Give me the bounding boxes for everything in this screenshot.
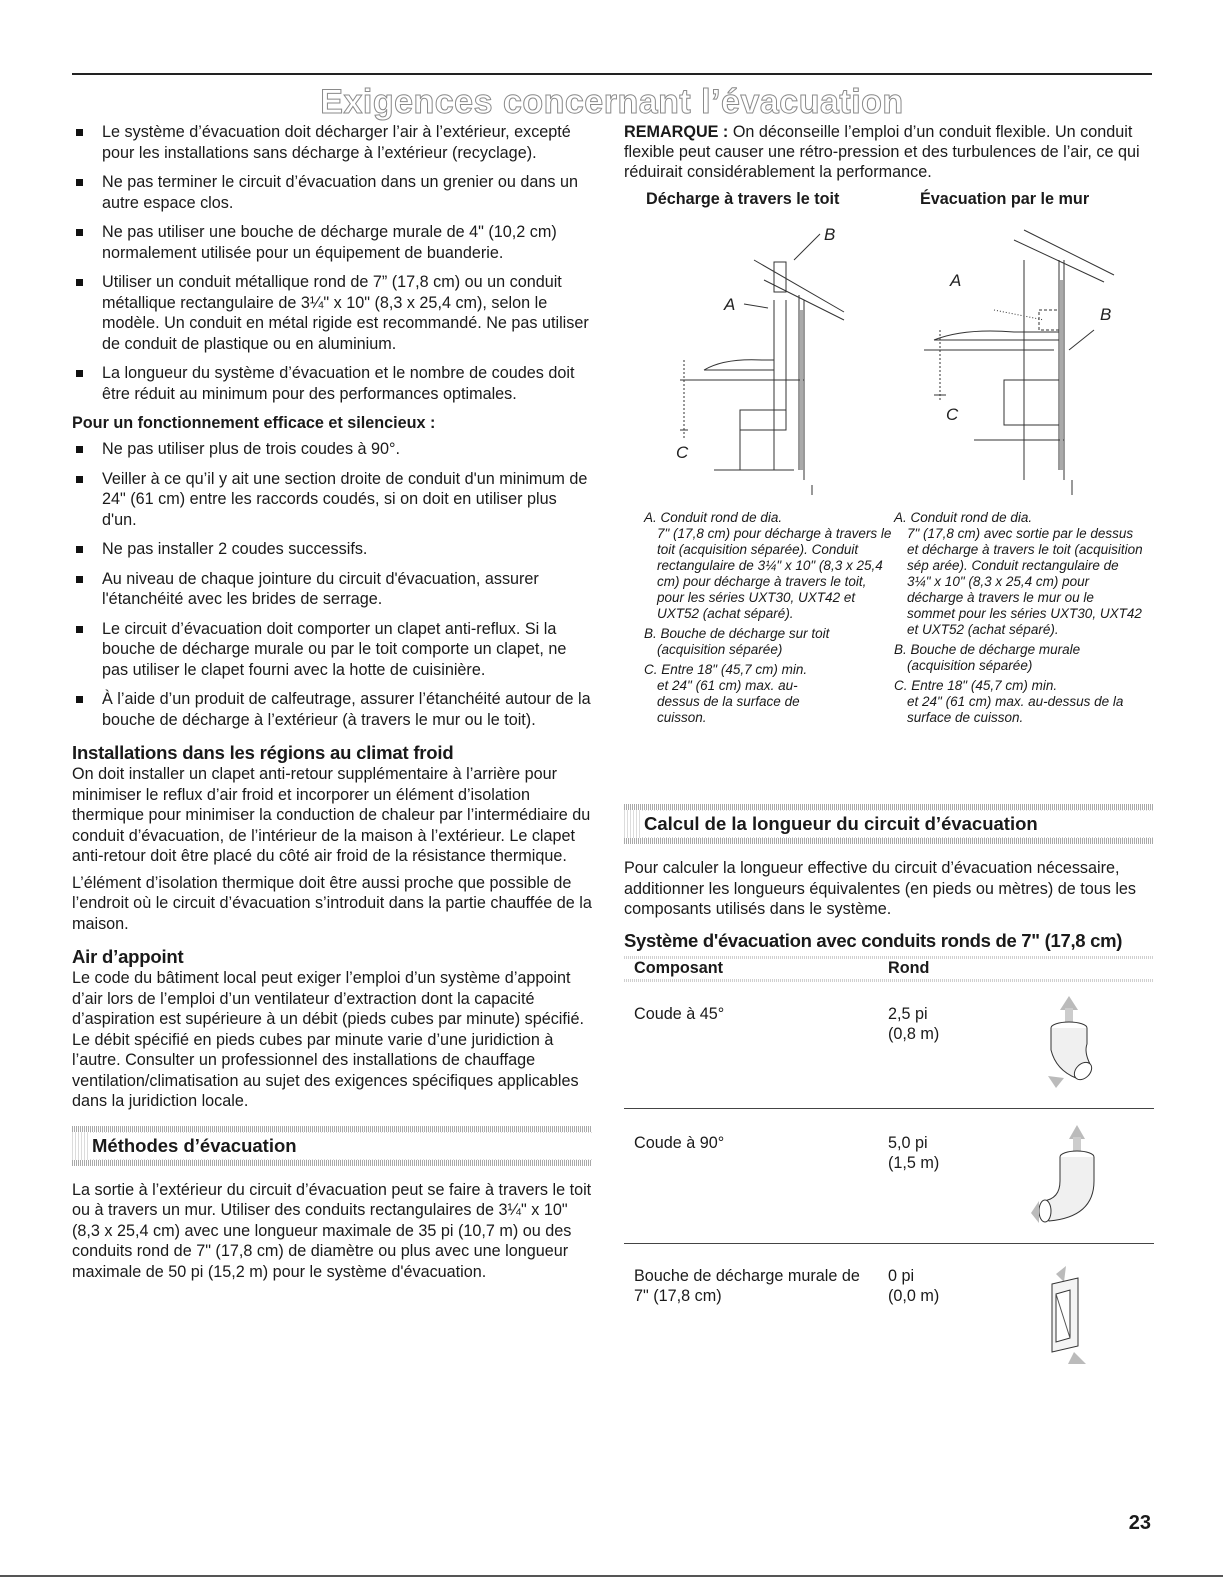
roof-label-a: A [724, 295, 736, 314]
roof-label-c: C [676, 443, 689, 462]
roof-legend-b: B. Bouche de décharge sur toit [644, 626, 830, 641]
list-item: Ne pas utiliser plus de trois coudes à 90°. [72, 439, 592, 460]
page-number: 23 [1128, 1512, 1151, 1534]
bottom-rule [0, 1575, 1223, 1577]
list-item: Le circuit d’évacuation doit comporter un clapet anti-reflux. Si la bouche de décharge murale ou par le toit comporte un clapet, ne pas utiliser le clapet fourni avec la hotte de cuisinière. [72, 619, 592, 681]
list-item: Veiller à ce qu’il y ait une section droite de conduit d'un minimum de 24" (61 cm) entre les raccords coudés, si on doit en utiliser plus d'un. [72, 469, 592, 531]
page-title: Exigences concernant l’évacuation [320, 83, 904, 121]
row-component: Coude à 45° [634, 1004, 725, 1023]
roof-legend-c-detail: et 24" (61 cm) max. au-dessus de la surface de cuisson. [657, 678, 800, 725]
cold-climate-heading: Installations dans les régions au climat froid [72, 742, 454, 763]
elbow-90-icon [1029, 1121, 1109, 1231]
top-rule [72, 73, 1152, 75]
elbow-45-icon [1034, 992, 1104, 1092]
methods-heading-band [72, 1126, 592, 1166]
right-column [624, 122, 1154, 1374]
wall-legend-c: C. Entre 18" (45,7 cm) min. [894, 678, 1058, 693]
left-column [72, 122, 592, 1288]
list-item: Ne pas terminer le circuit d’évacuation dans un grenier ou dans un autre espace clos. [72, 172, 592, 213]
wall-legend-a-detail: 7" (17,8 cm) avec sortie par le dessus et décharge à travers le toit (acquisition sép arée). Conduit rectangulaire de 3¼" x 10" (8,3 x 25,4 cm) pour décharge à travers le mur ou le sommet pour les séries UXT30, UXT42 et UXT52 (achat séparé). [907, 526, 1143, 637]
roof-legend [644, 510, 894, 730]
table-row [624, 1109, 1154, 1244]
remarque-text: On déconseille l’emploi d’un conduit flexible. Un conduit flexible peut causer une rétro-pression et des turbulences de l’air, ce qui réduirait considérablement la performance. [624, 123, 1140, 181]
list-item: Utiliser un conduit métallique rond de 7” (17,8 cm) ou un conduit métallique rectangulaire de 3¼" x 10" (8,3 x 25,4 cm), selon le modèle. Un conduit en métal rigide est recommandé. Ne pas utiliser de conduit de plastique ou en aluminium. [72, 272, 592, 354]
makeup-air-paragraph: Le code du bâtiment local peut exiger l’emploi d’un système d’appoint d’air lors de l’emploi d’un ventilateur d’extraction dont la capacité d’aspiration est supérieure à un débit (pieds cubes par minute) spécifié. Le débit spécifié en pieds cubes par minute varie d’une juridiction à l’autre. Consulter un professionnel des installations de chauffage ventilation/climatisation au sujet des exigences spécifiques applicables dans la juridiction locale. [72, 969, 584, 1110]
calc-heading-band [624, 804, 1154, 844]
wall-legend [894, 510, 1144, 730]
wall-legend-b: B. Bouche de décharge murale [894, 642, 1081, 657]
row-value: 5,0 pi (1,5 m) [888, 1133, 940, 1172]
roof-legend-a-detail: 7" (17,8 cm) pour décharge à travers le toit (acquisition séparée). Conduit rectangulaire de 3¼" x 10" (8,3 x 25,4 cm) pour décharge à travers le toit, pour les séries UXT30, UXT42 et UXT52 (achat séparé). [657, 526, 892, 621]
wall-discharge-diagram [904, 220, 1144, 500]
calc-paragraph: Pour calculer la longueur effective du circuit d’évacuation nécessaire, additionner les longueurs équivalentes (en pieds ou mètres) de tous les composants utilisés dans le système. [624, 859, 1137, 918]
column-header-round: Rond [888, 958, 930, 977]
wall-legend-a: A. Conduit rond de dia. [894, 510, 1033, 525]
efficient-list [72, 439, 592, 730]
row-value: 0 pi (0,0 m) [888, 1266, 940, 1305]
roof-legend-b-detail: (acquisition séparée) [657, 642, 783, 657]
wall-legend-c-detail: et 24" (61 cm) max. au-dessus de la surface de cuisson. [907, 694, 1124, 725]
calc-heading: Calcul de la longueur du circuit d’évacuation [640, 811, 1154, 837]
list-item: Ne pas utiliser une bouche de décharge murale de 4" (10,2 cm) normalement utilisée pour un équipement de buanderie. [72, 222, 592, 263]
roof-label-b: B [824, 225, 836, 244]
cold-climate-paragraph-2: L’élément d’isolation thermique doit être aussi proche que possible de l’endroit où le circuit d’évacuation s’introduit dans la partie chauffée de la maison. [72, 873, 592, 933]
wall-label-a: A [950, 271, 962, 290]
table-row [624, 982, 1154, 1109]
list-item: Ne pas installer 2 coudes successifs. [72, 539, 592, 560]
table-title: Système d'évacuation avec conduits ronds de 7" (17,8 cm) [624, 929, 1123, 951]
row-component: Bouche de décharge murale de 7" (17,8 cm) [634, 1266, 860, 1305]
methods-paragraph: La sortie à l’extérieur du circuit d’évacuation peut se faire à travers le toit ou à travers un mur. Utiliser des conduits rectangulaires de 3¼" x 10" (8,3 x 25,4 cm) avec une longueur maximale de 35 pi (10,7 m) ou des conduits rond de 7" (17,8 cm) de diamètre ou plus avec une longueur maximale de 50 pi (15,2 m) pour le système d'évacuation. [72, 1180, 592, 1281]
roof-diagram-heading: Décharge à travers le toit [646, 190, 840, 208]
efficient-heading: Pour un fonctionnement efficace et silencieux : [72, 414, 436, 432]
wall-diagram-heading: Évacuation par le mur [920, 190, 1090, 208]
wall-label-c: C [946, 405, 959, 424]
wall-cap-icon [1034, 1260, 1104, 1370]
list-item: La longueur du système d’évacuation et le nombre de coudes doit être réduit au minimum pour des performances optimales. [72, 363, 592, 404]
table-header [624, 956, 1154, 982]
table-row [624, 1244, 1154, 1374]
roof-legend-a: A. Conduit rond de dia. [644, 510, 783, 525]
list-item: À l’aide d’un produit de calfeutrage, assurer l’étanchéité autour de la bouche de décharge à l’extérieur (à travers le mur ou le toit). [72, 689, 592, 730]
cold-climate-paragraph-1: On doit installer un clapet anti-retour supplémentaire à l’arrière pour minimiser le reflux d’air froid et incorporer un élément d’isolation thermique pour minimiser la conduction de chaleur par l’intermédiaire du conduit d’évacuation, de l’intérieur de la maison à l’extérieur. Le clapet anti-retour doit être placé du côté air froid de la résistance thermique. [72, 765, 591, 865]
remarque-note [624, 122, 1154, 182]
remarque-label: REMARQUE : [624, 123, 729, 141]
roof-discharge-diagram [644, 220, 884, 500]
row-value: 2,5 pi (0,8 m) [888, 1004, 940, 1043]
column-header-component: Composant [634, 958, 724, 977]
requirements-list [72, 122, 592, 404]
diagram-headings [624, 190, 1154, 220]
makeup-air-heading: Air d’appoint [72, 946, 184, 967]
list-item: Le système d’évacuation doit décharger l’air à l’extérieur, excepté pour les installations sans décharge à l’extérieur (recyclage). [72, 122, 592, 163]
list-item: Au niveau de chaque jointure du circuit d'évacuation, assurer l'étanchéité avec les brides de serrage. [72, 569, 592, 610]
methods-heading: Méthodes d’évacuation [88, 1133, 592, 1159]
wall-legend-b-detail: (acquisition séparée) [907, 658, 1033, 673]
diagram-legends [624, 510, 1154, 800]
diagrams [624, 220, 1154, 510]
row-component: Coude à 90° [634, 1133, 725, 1152]
roof-legend-c: C. Entre 18" (45,7 cm) min. [644, 662, 808, 677]
wall-label-b: B [1100, 305, 1112, 324]
